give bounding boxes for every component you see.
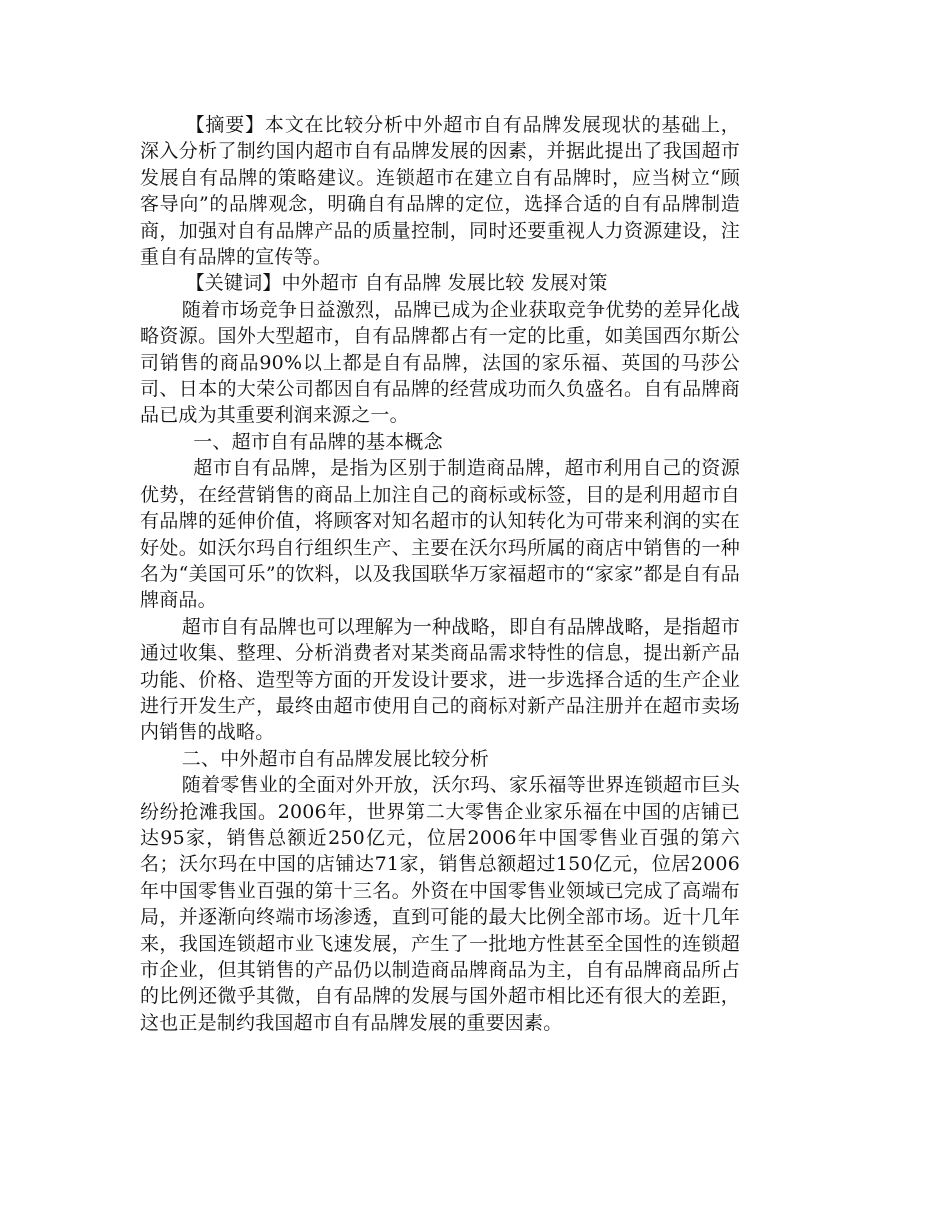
document-body	[140, 112, 740, 1036]
section-1-paragraph-2: 超市自有品牌也可以理解为一种战略，即自有品牌战略，是指超市通过收集、整理、分析消费者对某类商品需求特性的信息，提出新产品功能、价格、造型等方面的开发设计要求，进一步选择合适的生产企业进行开发生产，最终由超市使用自己的商标对新产品注册并在超市卖场内销售的战略。	[140, 615, 740, 744]
section-2-paragraph-1: 随着零售业的全面对外开放，沃尔玛、家乐福等世界连锁超市巨头纷纷抢滩我国。2006年，世界第二大零售企业家乐福在中国的店铺已达95家，销售总额近250亿元，位居2006年中国零售业百强的第六名；沃尔玛在中国的店铺达71家，销售总额超过150亿元，位居2006年中国零售业百强的第十三名。外资在中国零售业领域已完成了高端布局，并逐渐向终端市场渗透，直到可能的最大比例全部市场。近十几年来，我国连锁超市业飞速发展，产生了一批地方性甚至全国性的连锁超市企业，但其销售的产品仍以制造商品牌商品为主，自有品牌商品所占的比例还微乎其微，自有品牌的发展与国外超市相比还有很大的差距，这也正是制约我国超市自有品牌发展的重要因素。	[140, 774, 740, 1034]
keywords-line: 【关键词】中外超市 自有品牌 发展比较 发展对策	[185, 272, 608, 295]
abstract-paragraph: 【摘要】本文在比较分析中外超市自有品牌发展现状的基础上，深入分析了制约国内超市自有品牌发展的因素，并据此提出了我国超市发展自有品牌的策略建议。连锁超市在建立自有品牌时，应当树立“顾客导向”的品牌观念，明确自有品牌的定位，选择合适的自有品牌制造商，加强对自有品牌产品的质量控制，同时还要重视人力资源建设，注重自有品牌的宣传等。	[140, 114, 740, 269]
section-1-heading: 一、超市自有品牌的基本概念	[193, 430, 443, 453]
section-2-heading: 二、中外超市自有品牌发展比较分析	[181, 747, 489, 770]
section-1-paragraph-1: 超市自有品牌，是指为区别于制造商品牌，超市利用自己的资源优势，在经营销售的商品上加注自己的商标或标签，目的是利用超市自有品牌的延伸价值，将顾客对知名超市的认知转化为可带来利润的实在好处。如沃尔玛自行组织生产、主要在沃尔玛所属的商店中销售的一种名为“美国可乐”的饮料，以及我国联华万家福超市的“家家”都是自有品牌商品。	[140, 457, 740, 612]
intro-paragraph: 随着市场竞争日益激烈，品牌已成为企业获取竞争优势的差异化战略资源。国外大型超市，自有品牌都占有一定的比重，如美国西尔斯公司销售的商品90%以上都是自有品牌，法国的家乐福、英国的马莎公司、日本的大荣公司都因自有品牌的经营成功而久负盛名。自有品牌商品已成为其重要利润来源之一。	[140, 298, 740, 427]
